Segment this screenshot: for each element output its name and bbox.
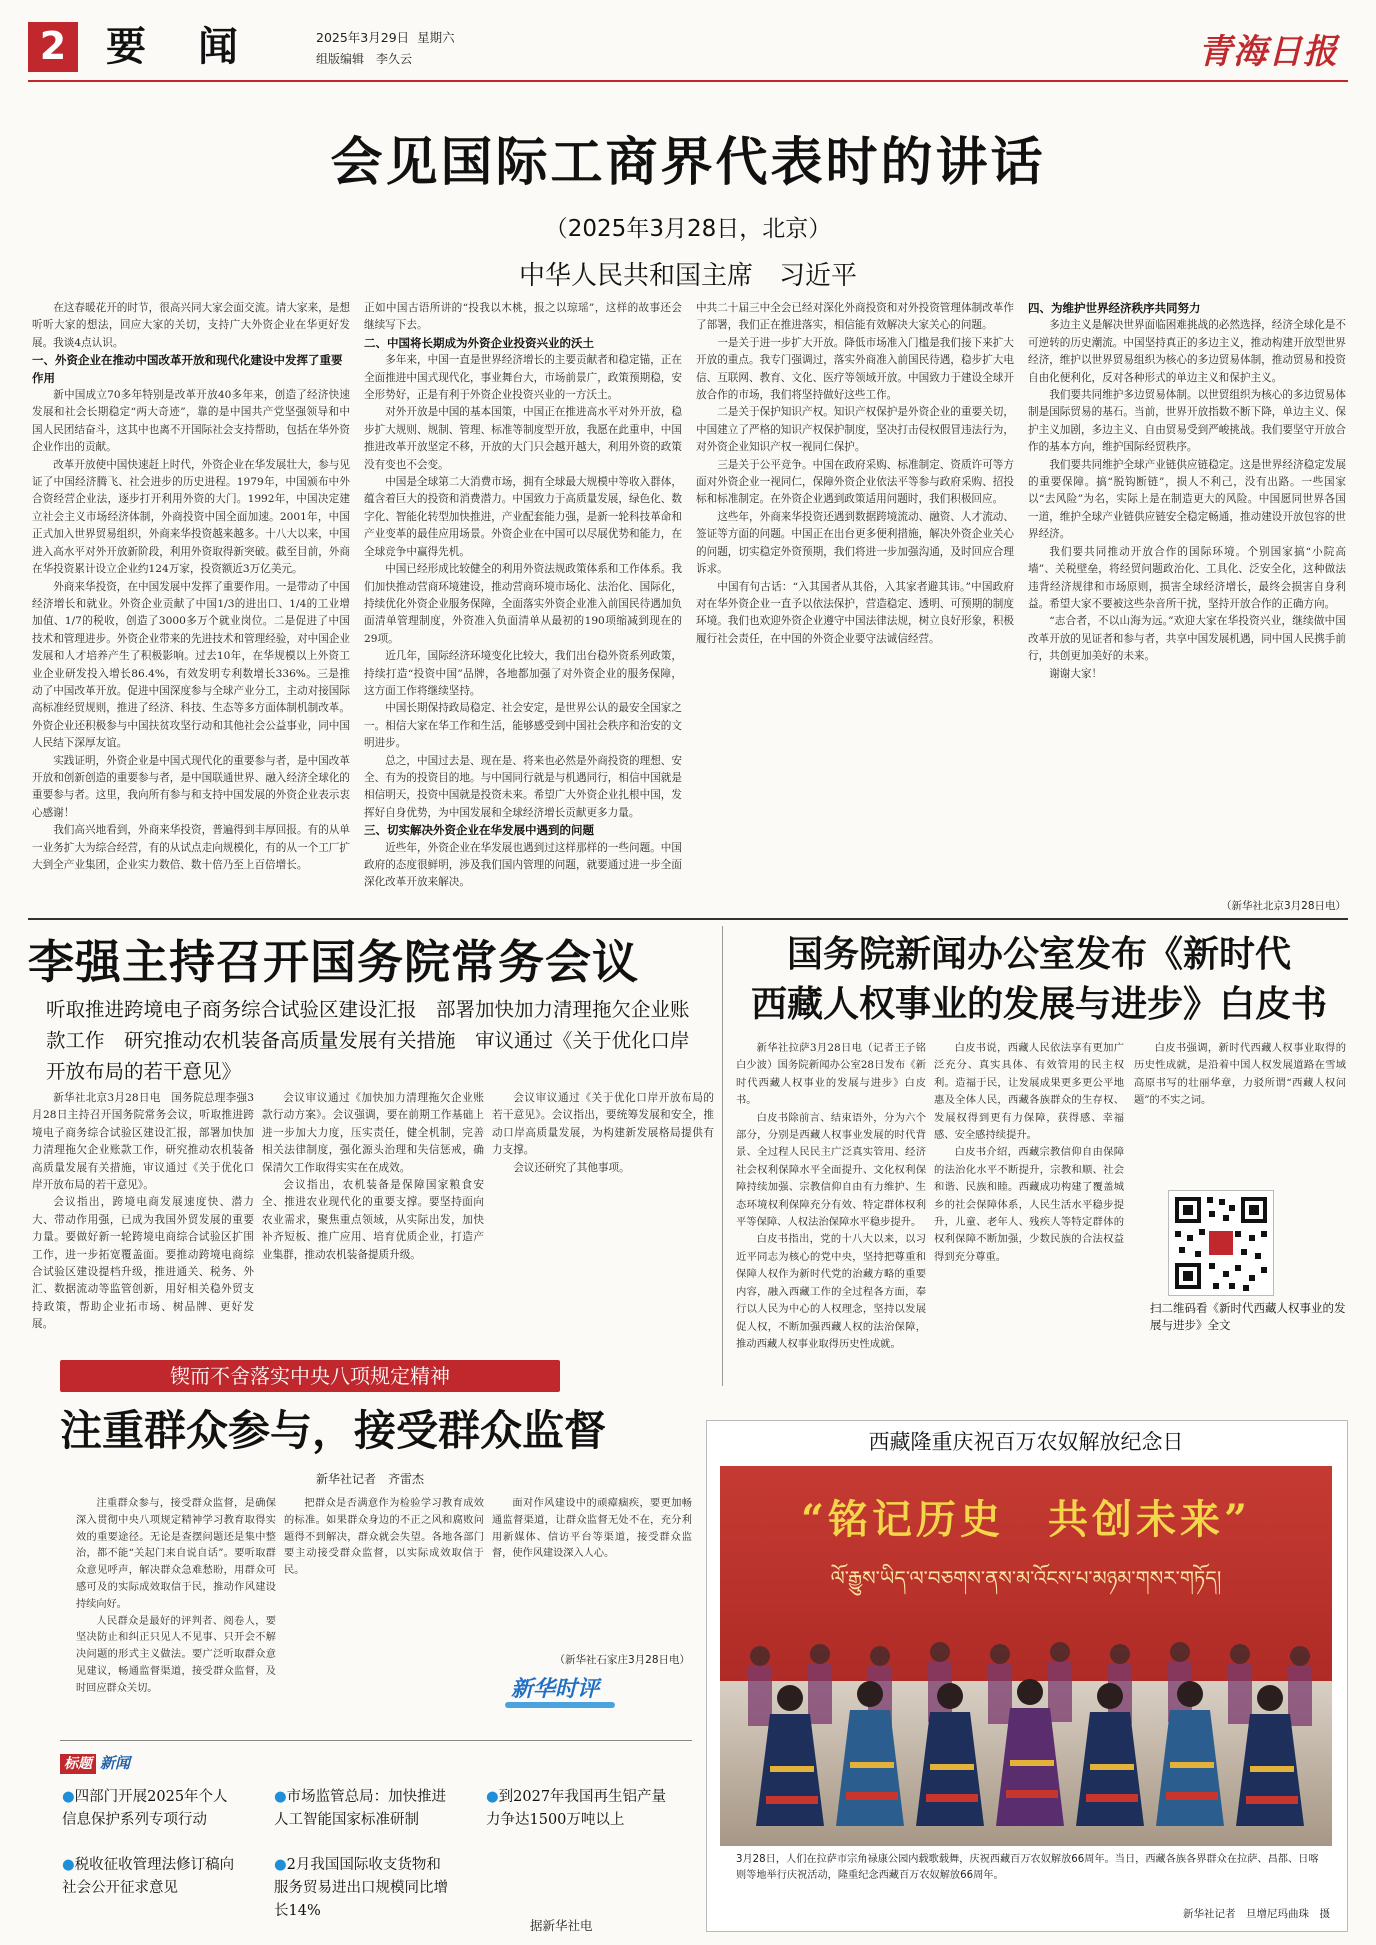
photo-dancers	[720, 1466, 1332, 1846]
speech-paragraph: 中国是全球第二大消费市场，拥有全球最大规模中等收入群体，蕴含着巨大的投资和消费潜力。中国致力于高质量发展，绿色化、数字化、智能化转型加快推进，产业配套能力强，是新一轮科技革命和产业变革的最佳应用场景。外资企业在中国可以尽展优势和能力，在全球竞争中赢得先机。	[364, 476, 682, 558]
supervision-byline: 新华社记者 齐雷杰	[315, 1472, 424, 1486]
speech-paragraph: 我们要共同维护全球产业链供应链稳定。这是世界经济稳定发展的重要保障。搞“脱钩断链”，损人不利己，没有出路。一些国家以“去风险”为名，实际上是在制造更大的风险。中国愿同世界各国一道，维护全球产业链供应链安全稳定畅通，推动建设开放包容的世界经济。	[1028, 458, 1346, 541]
photo-banner-text: “铭记历史 共创未来”	[800, 1496, 1251, 1543]
briefs-header-b: 新闻	[100, 1754, 131, 1772]
brief-text: 税收征收管理法修订稿向社会公开征求意见	[62, 1857, 235, 1896]
masthead	[28, 14, 1348, 74]
bullet-icon: ●	[62, 1857, 75, 1873]
speech-paragraph: 近些年，外资企业在华发展也遇到过这样那样的一些问题。中国政府的态度很鲜明，涉及我们国内管理的问题，就要通过进一步全面深化改革开放来解决。	[364, 841, 682, 889]
speech-paragraph: 三是关于公平竞争。中国在政府采购、标准制定、资质许可等方面对外资企业一视同仁，保障外资企业依法平等参与政府采购、招投标和标准制定。在外资企业遇到政策适用问题时，我们积极回应。	[696, 458, 1014, 506]
qr-code-graphic	[1169, 1191, 1273, 1295]
bullet-icon: ●	[62, 1789, 75, 1805]
vertical-divider	[722, 926, 723, 1386]
speech-paragraph: 多年来，中国一直是世界经济增长的主要贡献者和稳定锚，正在全面推进中国式现代化，事业舞台大，市场前景广，政策预期稳，安全形势好，正是有利于外资企业投资兴业的一方沃土。	[364, 354, 682, 402]
supervision-headline: 注重群众参与，接受群众监督	[60, 1406, 607, 1455]
brief-text: 市场监管总局：加快推进人工智能国家标准研制	[274, 1789, 447, 1828]
tibet-paragraph: 白皮书除前言、结束语外，分为六个部分，分别是西藏人权事业发展的时代背景、全过程人民民主广泛真实管用、经济社会权利保障水平全面提升、文化权利保障持续加强、宗教信仰自由有力维护、生态环境权利保障充分有效、特定群体权利平等保障、人权法治保障水平稳步提升。	[736, 1111, 926, 1229]
masthead-rule	[28, 80, 1348, 82]
badge-swoosh	[505, 1702, 615, 1708]
tibet-column-1	[736, 1040, 937, 1385]
speech-column-3	[696, 300, 1014, 912]
celebration-photo	[720, 1466, 1332, 1846]
supervision-paragraph: 人民群众是最好的评判者、阅卷人，要坚决防止和纠正只见人不见事、只开会不解决问题的形式主义做法。要广泛听取群众意见建议，畅通监督渠道，接受群众监督，及时回应群众关切。	[76, 1615, 276, 1694]
qr-code[interactable]	[1168, 1190, 1274, 1296]
speech-paragraph: 正如中国古语所讲的“投我以木桃，报之以琼瑶”，这样的故事还会继续写下去。	[364, 302, 682, 332]
liqiang-paragraph: 会议还研究了其他事项。	[513, 1161, 630, 1174]
liqiang-column-2	[262, 1090, 484, 1390]
brief-item[interactable]	[274, 1854, 454, 1923]
speech-column-2	[364, 300, 682, 912]
speech-paragraph: 近几年，国际经济环境变化比较大，我们出台稳外资系列政策，持续打造“投资中国”品牌，各地都加强了对外资企业的服务保障，这方面工作将继续坚持。	[364, 650, 682, 697]
speech-paragraph: 实践证明，外资企业是中国式现代化的重要参与者，是中国改革开放和创新创造的重要参与者，是中国联通世界、融入经济全球化的重要参与者。这里，我向所有参与和支持中国发展的外资企业表示衷心感谢！	[32, 754, 350, 819]
tibet-paragraph: 新华社拉萨3月28日电（记者王子铭 白少波）国务院新闻办公室28日发布《新时代西藏人权事业的发展与进步》白皮书。	[736, 1042, 937, 1107]
speech-subheading: 三、切实解决外资企业在华发展中遇到的问题	[364, 823, 594, 838]
speech-bottom-rule	[28, 918, 1348, 920]
supervision-paragraph: 面对作风建设中的顽瘴痼疾，要更加畅通监督渠道，让群众监督无处不在，充分利用新媒体、信访平台等渠道，接受群众监督，使作风建设深入人心。	[492, 1498, 692, 1560]
celebration-header: 西藏隆重庆祝百万农奴解放纪念日	[868, 1430, 1184, 1454]
dancer-row-front	[756, 1679, 1304, 1826]
brief-item[interactable]	[486, 1786, 676, 1832]
speech-paragraph: 我们要共同推动开放合作的国际环境。个别国家搞“小院高墙”、关税壁垒，将经贸问题政治化、工具化、泛安全化，这种做法违背经济规律和市场原则，损害全球经济增长，最终会损害自身利益。希望大家不要被这些杂音所干扰，坚持开放合作的正确方向。	[1028, 545, 1346, 610]
speech-paragraph: 外商来华投资，在中国发展中发挥了重要作用。一是带动了中国经济增长和就业。外资企业贡献了中国1/3的进出口、1/4的工业增加值、1/7的税收，创造了3000多万个就业岗位。二是促进了中国技术和管理进步。外资企业带来的先进技术和管理经验，对中国企业发展和人才培养产生了积极影响。过去10年，在华规模以上外资工业企业研发投入增长86.4%，有效发明专利数增长336%。三是推动了中国改革开放。促进中国深度参与全球产业分工，主动对接国际高标准经贸规则，推进了经济、科技、生态等多方面体制机制改革。外资企业还积极参与中国扶贫攻坚行动和其他社会公益事业，同中国人民结下深厚友谊。	[32, 580, 350, 750]
supervision-paragraph: 把群众是否满意作为检验学习教育成效的标准。如果群众身边的不正之风和腐败问题得不到解决，群众就会失望。各地各部门要主动接受群众监督，以实际成效取信于民。	[284, 1498, 484, 1577]
speech-paragraph: 多边主义是解决世界面临困难挑战的必然选择，经济全球化是不可逆转的历史潮流。中国坚持真正的多边主义，推动构建开放型世界经济，维护以世界贸易组织为核心的多边贸易体制，推动贸易和投资自由化便利化，反对各种形式的单边主义和保护主义。	[1028, 319, 1346, 384]
speech-paragraph: 新中国成立70多年特别是改革开放40多年来，创造了经济快速发展和社会长期稳定“两大奇迹”，靠的是中国共产党坚强领导和中国人民团结奋斗，这其中也离不开国际社会支持帮助，包括在华外资企业作出的贡献。	[32, 389, 350, 454]
speech-paragraph: 中共二十届三中全会已经对深化外商投资和对外投资管理体制改革作了部署，我们正在推进落实，相信能有效解决大家关心的问题。	[696, 302, 1014, 332]
liqiang-paragraph: 会议审议通过《加快加力清理拖欠企业账款行动方案》。会议强调，要在前期工作基础上进一步加大力度，压实责任，健全机制，完善相关法律制度，强化源头治理和失信惩戒，确保清欠工作取得实实在在成效。	[262, 1092, 484, 1174]
speech-dateline: （2025年3月28日，北京）	[544, 216, 832, 242]
liqiang-paragraph: 新华社北京3月28日电 国务院总理李强3月28日主持召开国务院常务会议，听取推进跨境电子商务综合试验区建设汇报，部署加快加力清理拖欠企业账款工作，研究推动农机装备高质量发展有关措施，审议通过《关于优化口岸开放布局的若干意见》。	[32, 1092, 254, 1192]
brief-text: 2月我国国际收支货物和服务贸易进出口规模同比增长14%	[274, 1857, 448, 1919]
liqiang-subhead: 听取推进跨境电子商务综合试验区建设汇报 部署加快加力清理拖欠企业账款工作 研究推动农机装备高质量发展有关措施 审议通过《关于优化口岸开放布局的若干意见》	[46, 998, 690, 1083]
speech-subheading: 二、中国将长期成为外资企业投资兴业的沃土	[364, 335, 594, 350]
speech-column-1	[32, 300, 350, 912]
speech-subheading: 四、为维护世界经济秩序共同努力	[1028, 301, 1201, 315]
supervision-column-2	[284, 1496, 484, 1701]
speech-paragraph: 我们要共同维护多边贸易体制。以世贸组织为核心的多边贸易体制是国际贸易的基石。当前，世界开放指数不断下降，单边主义、保护主义加剧，多边主义、自由贸易受到严峻挑战。我们要坚守开放合作的基本方向，维护国际经贸秩序。	[1028, 389, 1346, 454]
xinhua-comment-badge: 新华时评	[510, 1677, 599, 1702]
tibet-paragraph: 白皮书说，西藏人民依法享有更加广泛充分、真实具体、有效管用的民主权利。造福于民，让发展成果更多更公平地惠及全体人民，西藏各族群众的生存权、发展权得到更有力保障，获得感、幸福感、安全感持续提升。	[934, 1042, 1124, 1142]
speech-paragraph: 我们高兴地看到，外商来华投资，普遍得到丰厚回报。有的从单一业务扩大为综合经营，有的从试点走向规模化，有的从一个工厂扩大到全产业集团，企业实力数倍、数十倍乃至上百倍增长。	[32, 824, 350, 871]
speech-paragraph: 对外开放是中国的基本国策，中国正在推进高水平对外开放，稳步扩大规则、规制、管理、标准等制度型开放，我愿在此重申，中国推进改革开放坚定不移，开放的大门只会越开越大，利用外资的政策没有变也不会变。	[364, 406, 682, 471]
liqiang-paragraph: 会议指出，农机装备是保障国家粮食安全、推进农业现代化的重要支撑。要坚持面向农业需求，聚焦重点领域，从实际出发，加快补齐短板、推广应用、培育优质企业，打造产业集群，推动农机装备提质升级。	[262, 1179, 484, 1261]
speech-paragraph: 二是关于保护知识产权。知识产权保护是外资企业的重要关切，中国建立了严格的知识产权保护制度，坚决打击侵权假冒违法行为，对外资企业知识产权一视同仁保护。	[696, 406, 1014, 454]
speech-author: 中华人民共和国主席 习近平	[518, 261, 857, 291]
bullet-icon: ●	[486, 1789, 499, 1805]
briefs-header	[60, 1752, 130, 1774]
speech-paragraph: 改革开放使中国快速赶上时代，外资企业在华发展壮大，参与见证了中国经济腾飞、社会进步的历史进程。1979年，中国颁布中外合资经营企业法，逐步打开利用外资的大门。1992年，中国决定建立社会主义市场经济体制，外商投资中国全面加速。2001年，中国正式加入世界贸易组织，外商来华投资越来越多。十八大以来，中国进入高水平对外开放新阶段，利用外资取得新突破。截至目前，外商在华投资累计设立企业约124万家，投资额近3万亿美元。	[32, 458, 350, 576]
speech-column-4	[1028, 300, 1346, 895]
tibet-column-3	[1134, 1040, 1346, 1180]
tibet-paragraph: 白皮书强调，新时代西藏人权事业取得的历史性成就，是沿着中国人权发展道路在雪域高原书写的壮丽华章，力驳所谓“西藏人权问题”的不实之词。	[1134, 1042, 1346, 1107]
brief-item[interactable]	[274, 1786, 454, 1832]
supervision-paragraph: 注重群众参与，接受群众监督，是确保深入贯彻中央八项规定精神学习教育取得实效的重要途径。无论是查摆问题还是集中整治，都不能“关起门来自说自话”。要听取群众意见呼声，解决群众急难愁盼，用群众可感可及的实际成效取信于民，推动作风建设持续向好。	[76, 1498, 276, 1610]
tibet-column-2	[934, 1040, 1124, 1385]
tibet-headline-1: 国务院新闻办公室发布《新时代	[786, 933, 1291, 975]
briefs-credit: 据新华社电	[530, 1918, 593, 1933]
brief-item[interactable]	[62, 1854, 242, 1900]
supervision-column-3	[492, 1496, 692, 1648]
speech-paragraph: 在这春暖花开的时节，很高兴同大家会面交流。请大家来，是想听听大家的想法，回应大家的关切，支持广大外资企业在华更好发展。我谈4点认识。	[32, 302, 350, 349]
bullet-icon: ●	[274, 1789, 287, 1805]
supervision-credit: （新华社石家庄3月28日电）	[554, 1654, 690, 1666]
paper-logo: 青海日报	[1198, 32, 1338, 72]
brief-item[interactable]	[62, 1786, 242, 1832]
speech-paragraph: 中国已经形成比较健全的利用外资法规政策体系和工作体系。我们加快推动营商环境建设，推动营商环境市场化、法治化、国际化，持续优化外资企业服务保障，全面落实外资企业准入前国民待遇加负面清单管理制度，外资准入负面清单从最初的190项缩减到现在的29项。	[364, 563, 682, 645]
supervision-banner: 锲而不舍落实中央八项规定精神	[170, 1364, 450, 1388]
editor-line: 组版编辑 李久云	[316, 52, 413, 66]
tibet-paragraph: 白皮书介绍，西藏宗教信仰自由保障的法治化水平不断提升，宗教和顺、社会和谐、民族和睦。西藏成功构建了覆盖城乡的社会保障体系，人民生活水平稳步提升，儿童、老年人、残疾人等特定群体的权利保障不断加强，少数民族的合法权益得到充分尊重。	[934, 1146, 1124, 1263]
brief-text: 四部门开展2025年个人信息保护系列专项行动	[62, 1789, 228, 1828]
speech-paragraph: 中国有句古话：“入其国者从其俗，入其家者避其讳。”中国政府对在华外资企业一直予以依法保护，营造稳定、透明、可预期的制度环境。我们也欢迎外资企业遵守中国法律法规，树立良好形象，积极履行社会责任，在中国的外资企业要守法诚信经营。	[696, 580, 1014, 645]
liqiang-column-3	[492, 1090, 714, 1390]
brief-text: 到2027年我国再生铝产量力争达1500万吨以上	[486, 1789, 667, 1828]
liqiang-paragraph: 会议指出，跨境电商发展速度快、潜力大、带动作用强，已成为我国外贸发展的重要力量。要做好新一轮跨境电商综合试验区扩围工作，进一步拓宽覆盖面。要推动跨境电商综合试验区建设提档升级，推进通关、税务、外汇、数据流动等监管创新，用好相关稳外贸支持政策，帮助企业拓市场、树品牌、更好发展。	[32, 1196, 254, 1331]
briefs-header-a: 标题	[60, 1754, 96, 1774]
tibet-headline-2: 西藏人权事业的发展与进步》白皮书	[750, 983, 1327, 1025]
speech-subheading: 一、外资企业在推动中国改革开放和现代化建设中发挥了重要作用	[32, 353, 343, 385]
weekday-text: 星期六	[417, 30, 455, 45]
bullet-icon: ●	[274, 1857, 287, 1873]
briefs-top-rule	[60, 1740, 692, 1741]
speech-paragraph: 一是关于进一步扩大开放。降低市场准入门槛是我们接下来扩大开放的重点。我专门强调过，落实外商准入前国民待遇，稳步扩大电信、互联网、教育、文化、医疗等领域开放。中国致力于建设全球开放合作的市场，我们将坚持做好这些工作。	[696, 336, 1014, 402]
speech-credit: （新华社北京3月28日电）	[1220, 900, 1346, 912]
celebration-photographer: 新华社记者 旦增尼玛曲珠 摄	[1183, 1908, 1330, 1920]
liqiang-column-1	[32, 1090, 254, 1390]
supervision-column-1	[76, 1496, 276, 1701]
speech-paragraph: “志合者，不以山海为远。”欢迎大家在华投资兴业，继续做中国改革开放的见证者和参与者，共享中国发展机遇，同中国人民携手前行，共创更加美好的未来。	[1028, 615, 1346, 663]
speech-paragraph: 总之，中国过去是、现在是、将来也必然是外商投资的理想、安全、有为的投资目的地。与中国同行就是与机遇同行，相信中国就是相信明天，投资中国就是投资未来。希望广大外资企业扎根中国，发挥好自身优势，为中国发展和全球经济增长贡献更多力量。	[364, 754, 682, 819]
photo-tibetan-text: ལོ་རྒྱུས་ཡིད་ལ་བཅགས་ནས་མ་འོངས་པ་མཉམ་གསར་གཏོད།	[830, 1566, 1222, 1590]
date-text: 2025年3月29日	[316, 30, 410, 45]
tibet-paragraph: 白皮书指出，党的十八大以来，以习近平同志为核心的党中央，坚持把尊重和保障人权作为新时代党的治藏方略的重要内容，融入西藏工作的全过程各方面，奉行以人民为中心的人权理念，坚持以发展促人权，不断加强西藏人权的法治保障，推动西藏人权事业取得历史性成就。	[736, 1233, 926, 1350]
section-title: 要 闻	[106, 24, 244, 70]
liqiang-headline: 李强主持召开国务院常务会议	[28, 935, 639, 989]
speech-paragraph: 中国长期保持政局稳定、社会安定，是世界公认的最安全国家之一。相信大家在华工作和生活，能够感受到中国社会秩序和治安的文明进步。	[364, 702, 682, 750]
speech-title: 会见国际工商界代表时的讲话	[330, 132, 1046, 193]
celebration-caption: 3月28日，人们在拉萨市宗角禄康公园内载歌载舞，庆祝西藏百万农奴解放66周年。当日，西藏各族各界群众在拉萨、昌都、日喀则等地举行庆祝活动，隆重纪念西藏百万农奴解放66周年。	[736, 1854, 1319, 1881]
page-number: 2	[39, 24, 67, 68]
qr-caption: 扫二维码看《新时代西藏人权事业的发展与进步》全文	[1150, 1301, 1346, 1332]
speech-paragraph: 这些年，外商来华投资还遇到数据跨境流动、融资、人才流动、签证等方面的问题。中国正在出台更多便利措施，解决外资企业关心的问题，切实稳定外资预期，我们将进一步加强沟通，及时回应合理诉求。	[696, 510, 1014, 576]
issue-date	[316, 28, 455, 46]
speech-paragraph: 谢谢大家！	[1049, 667, 1103, 680]
liqiang-paragraph: 会议审议通过《关于优化口岸开放布局的若干意见》。会议指出，要统筹发展和安全，推动口岸高质量发展，为构建新发展格局提供有力支撑。	[492, 1092, 714, 1157]
